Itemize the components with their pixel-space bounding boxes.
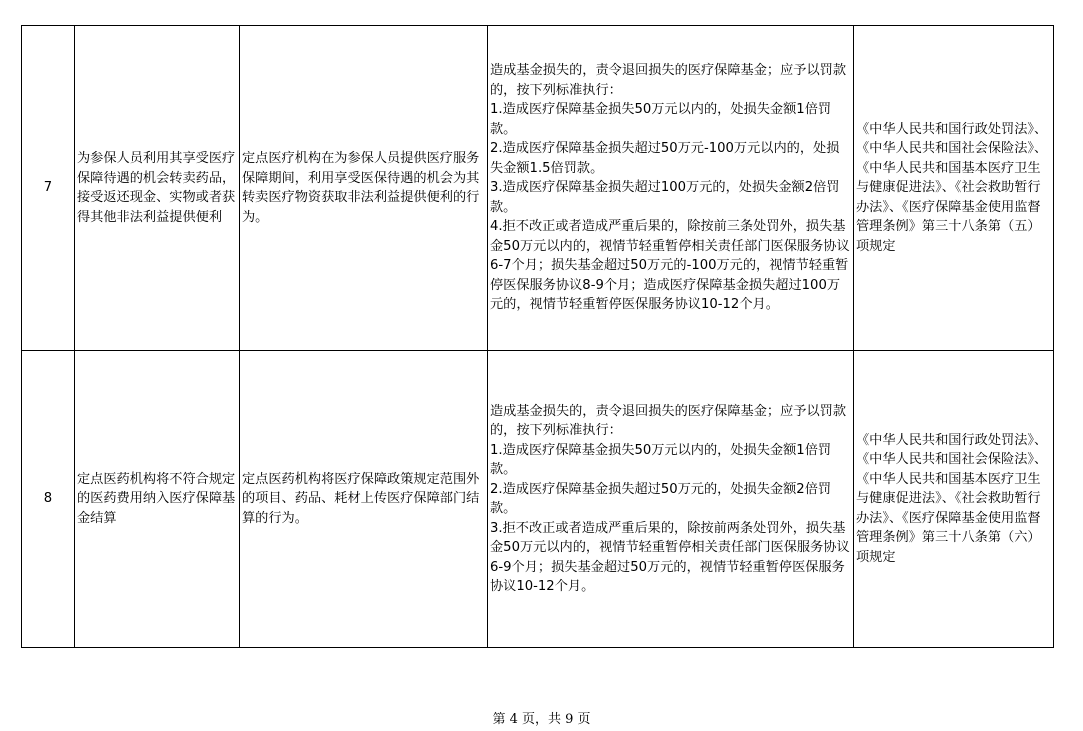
- table-row: [22, 351, 1054, 648]
- penalty-line: 2.造成医疗保障基金损失超过50万元的，处损失金额2倍罚款。: [490, 481, 832, 516]
- violation-behavior: 定点医药机构将不符合规定的医药费用纳入医疗保障基金结算: [75, 351, 240, 648]
- penalty-standard: [488, 26, 854, 351]
- page-number: 第 4 页，共 9 页: [492, 712, 591, 727]
- penalty-line: 3.拒不改正或者造成严重后果的，除按前两条处罚外，损失基金50万元以内的，视情节轻重暂停相关责任部门医保服务协议6-9个月；损失基金超过50万元的，视情节轻重暂停医保服务协议10-12个月。: [490, 520, 850, 594]
- table-row: [22, 26, 1054, 351]
- penalty-line: 2.造成医疗保障基金损失超过50万元-100万元以内的，处损失金额1.5倍罚款。: [490, 141, 840, 176]
- legal-basis: 《中华人民共和国行政处罚法》、《中华人民共和国社会保险法》、《中华人民共和国基本医疗卫生与健康促进法》、《社会救助暂行办法》、《医疗保障基金使用监督管理条例》第三十八条第（六）项规定: [854, 351, 1054, 648]
- row-number: 8: [22, 351, 75, 648]
- penalty-line: 4.拒不改正或者造成严重后果的，除按前三条处罚外，损失基金50万元以内的，视情节轻重暂停相关责任部门医保服务协议6-7个月；损失基金超过50万元的-100万元的，视情节轻重暂停医保服务协议8-9个月；造成医疗保障基金损失超过100万元的，视情节轻重暂停医保服务协议10-12个月。: [490, 219, 850, 313]
- violation-description: 定点医疗机构在为参保人员提供医疗服务保障期间，利用享受医保待遇的机会为其转卖医疗物资获取非法利益提供便利的行为。: [240, 26, 488, 351]
- penalty-line: 3.造成医疗保障基金损失超过100万元的，处损失金额2倍罚款。: [490, 180, 840, 215]
- legal-basis: 《中华人民共和国行政处罚法》、《中华人民共和国社会保险法》、《中华人民共和国基本医疗卫生与健康促进法》、《社会救助暂行办法》、《医疗保障基金使用监督管理条例》第三十八条第（五）项规定: [854, 26, 1054, 351]
- penalty-line: 造成基金损失的，责令退回损失的医疗保障基金；应予以罚款的，按下列标准执行：: [490, 403, 847, 438]
- penalty-standard: [488, 351, 854, 648]
- violation-description: 定点医药机构将医疗保障政策规定范围外的项目、药品、耗材上传医疗保障部门结算的行为。: [240, 351, 488, 648]
- penalty-line: 造成基金损失的，责令退回损失的医疗保障基金；应予以罚款的，按下列标准执行：: [490, 63, 847, 98]
- violation-behavior: 为参保人员利用其享受医疗保障待遇的机会转卖药品，接受返还现金、实物或者获得其他非法利益提供便利: [75, 26, 240, 351]
- penalty-line: 1.造成医疗保障基金损失50万元以内的，处损失金额1倍罚款。: [490, 102, 832, 137]
- row-number: 7: [22, 26, 75, 351]
- penalty-line: 1.造成医疗保障基金损失50万元以内的，处损失金额1倍罚款。: [490, 442, 832, 477]
- penalty-table: [21, 25, 1054, 648]
